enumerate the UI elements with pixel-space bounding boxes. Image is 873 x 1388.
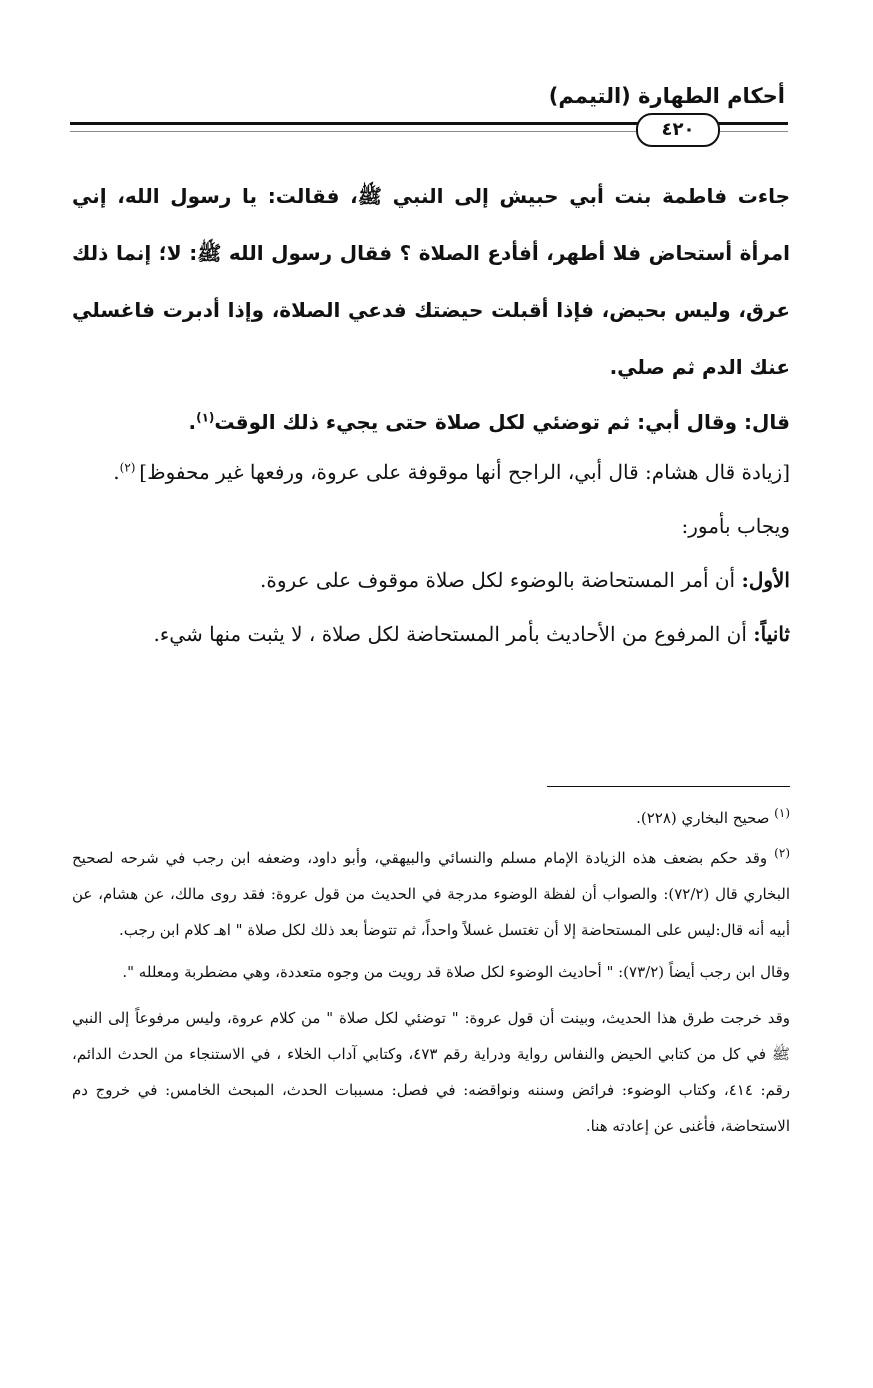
footnote-1-marker: (١) bbox=[774, 806, 790, 820]
footnote-2-text: وقد حكم بضعف هذه الزيادة الإمام مسلم والنسائي والبيهقي، وأبو داود، وضعفه ابن رجب في شرحه لصحيح البخاري قال (٧٢/٢): والصواب أن لفظة الوضوء مدرجة في الحديث من قول عروة: فقد روى مالك، عن هشام، عن أبيه أنه قال:ليس على المستحاضة إلا أن تغتسل غسلاً واحداً، ثم تتوضأ بعد ذلك لكل صلاة " اهـ كلام ابن رجب. bbox=[72, 849, 791, 939]
second-label: ثانياً: bbox=[753, 622, 790, 646]
qala-end: . bbox=[188, 410, 197, 434]
qala-text: قال: وقال أبي: ثم توضئي لكل صلاة حتى يجيء ذلك الوقت bbox=[214, 410, 790, 434]
page-number-badge: ٤٢٠ bbox=[636, 113, 720, 147]
footnote-2-paragraph-3: وقد خرجت طرق هذا الحديث، وبينت أن قول عروة: " توضئي لكل صلاة " من كلام عروة، وليس مرفوعاً إلى النبي ﷺ في كل من كتابي الحيض والنفاس رواية ودراية رقم ٤٧٣، وكتابي آداب الخلاء ، في الاستنجاء من الحدث الدائم، رقم: ٤١٤، وكتاب الوضوء: فرائض وسننه ونواقضه: في فصل: مسببات الحدث، المبحث الخامس: في خروج دم الاستحاضة، فأغنى عن إعادته هنا. bbox=[72, 1009, 790, 1135]
footnote-2-paragraph-2: وقال ابن رجب أيضاً (٧٣/٢): " أحاديث الوضوء لكل صلاة قد رويت من وجوه متعددة، وهي مضطربة ومعلله ". bbox=[122, 963, 790, 981]
footnote-marker-2: (٢) bbox=[119, 460, 140, 475]
footnotes bbox=[72, 800, 790, 1144]
footnote-1-text: صحيح البخاري (٢٢٨). bbox=[636, 809, 775, 827]
hadith-paragraph: جاءت فاطمة بنت أبي حبيش إلى النبي ﷺ، فقالت: يا رسول الله، إني امرأة أستحاض فلا أطهر، أفأدع الصلاة ؟ فقال رسول الله ﷺ: لا؛ إنما ذلك عرق، وليس بحيض، فإذا أقبلت حيضتك فدعي الصلاة، وإذا أدبرت فاغسلي عنك الدم ثم صلي. bbox=[72, 184, 790, 379]
first-label: الأول: bbox=[741, 568, 790, 592]
qala-paragraph bbox=[72, 394, 790, 451]
second-point bbox=[72, 609, 790, 659]
footnote-2-marker: (٢) bbox=[774, 846, 790, 860]
second-text: أن المرفوع من الأحاديث بأمر المستحاضة لكل صلاة ، لا يثبت منها شيء. bbox=[153, 622, 754, 646]
first-point bbox=[72, 555, 790, 605]
ziyada-text: [زيادة قال هشام: قال أبي، الراجح أنها موقوفة على عروة، ورفعها غير محفوظ] bbox=[139, 460, 790, 484]
running-header-title: أحكام الطهارة (التيمم) bbox=[548, 84, 785, 108]
yujab-line: ويجاب بأمور: bbox=[681, 514, 790, 538]
first-text: أن أمر المستحاضة بالوضوء لكل صلاة موقوف على عروة. bbox=[260, 568, 742, 592]
ziyada-end: . bbox=[113, 460, 120, 484]
ziyada-paragraph bbox=[72, 447, 790, 497]
footnote-separator bbox=[547, 786, 790, 787]
footnote-1 bbox=[72, 800, 790, 836]
main-text bbox=[72, 168, 790, 659]
footnote-gap bbox=[72, 990, 790, 1000]
footnote-2 bbox=[72, 840, 790, 948]
footnote-marker-1: (١) bbox=[196, 410, 215, 425]
